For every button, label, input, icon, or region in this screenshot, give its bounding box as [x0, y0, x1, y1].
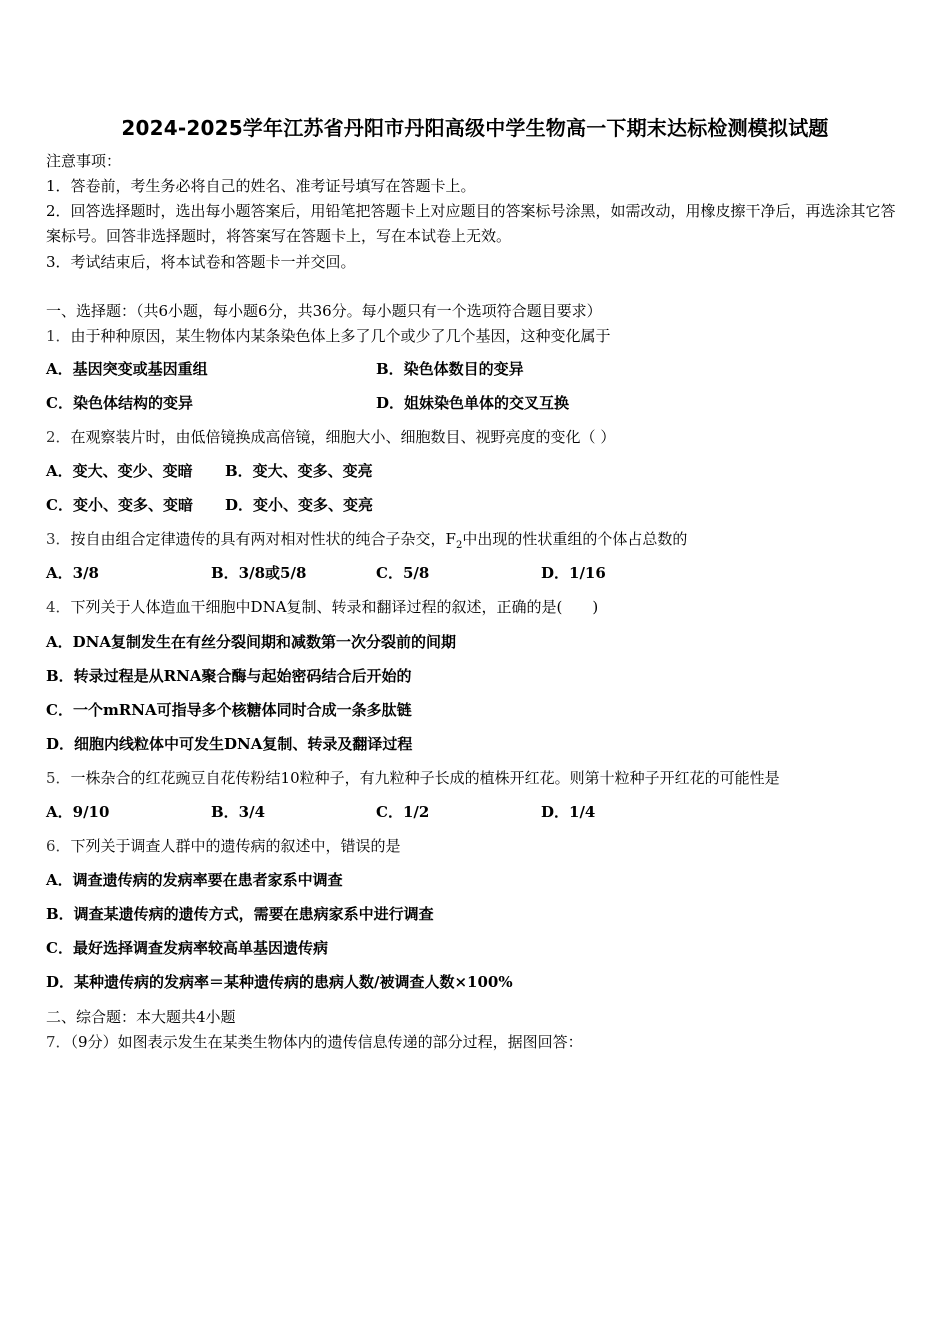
q6-option-b[interactable]: B．调查某遗传病的遗传方式，需要在患病家系中进行调查 — [46, 905, 434, 923]
q3-option-a[interactable]: A．3/8 — [46, 564, 99, 582]
q3-option-b[interactable]: B．3/8或5/8 — [211, 564, 307, 582]
notice-item-3: 3．考试结束后，将本试卷和答题卡一并交回。 — [46, 253, 356, 271]
section1-header: 一、选择题：（共6小题，每小题6分，共36分。每小题只有一个选项符合题目要求） — [46, 302, 602, 320]
q5-option-d[interactable]: D．1/4 — [541, 803, 596, 821]
question-5 — [46, 767, 780, 789]
q4-option-d[interactable]: D．细胞内线粒体中可发生DNA复制、转录及翻译过程 — [46, 735, 413, 753]
question-stem: 一株杂合的红花豌豆自花传粉结10粒种子，有九粒种子长成的植株开红花。则第十粒种子开红花的可能性是 — [70, 769, 780, 787]
q1-option-b[interactable]: B．染色体数目的变异 — [376, 360, 524, 378]
q2-option-b[interactable]: B．变大、变多、变亮 — [225, 462, 373, 480]
q5-option-c[interactable]: C．1/2 — [376, 803, 430, 821]
question-4 — [46, 596, 598, 618]
question-number: 1． — [46, 327, 71, 345]
question-number: 2． — [46, 428, 71, 446]
notice-header: 注意事项： — [46, 152, 122, 170]
question-stem-part-2: 中出现的性状重组的个体占总数的 — [462, 530, 688, 548]
section2-header: 二、综合题：本大题共4小题 — [46, 1008, 236, 1026]
question-stem: 下列关于调查人群中的遗传病的叙述中，错误的是 — [70, 837, 401, 855]
q5-option-b[interactable]: B．3/4 — [211, 803, 266, 821]
q1-option-d[interactable]: D．姐妹染色单体的交叉互换 — [376, 394, 570, 412]
question-number: 6． — [46, 837, 71, 855]
question-3 — [46, 528, 687, 557]
notice-item-1: 1．答卷前，考生务必将自己的姓名、准考证号填写在答题卡上。 — [46, 177, 476, 195]
q3-option-d[interactable]: D．1/16 — [541, 564, 606, 582]
page-title: 2024-2025学年江苏省丹阳市丹阳高级中学生物高一下期末达标检测模拟试题 — [121, 116, 829, 140]
question-7 — [46, 1031, 583, 1053]
question-stem: 在观察装片时，由低倍镜换成高倍镜，细胞大小、细胞数目、视野亮度的变化（ ） — [70, 428, 616, 446]
notice-item-2: 2．回答选择题时，选出每小题答案后，用铅笔把答题卡上对应题目的答案标号涂黑，如需改动，用橡皮擦干净后，再选涂其它答案标号。回答非选择题时，将答案写在答题卡上，写在本试卷上无效。 — [46, 202, 896, 245]
q2-option-a[interactable]: A．变大、变少、变暗 — [46, 462, 193, 480]
q6-option-c[interactable]: C．最好选择调查发病率较高单基因遗传病 — [46, 939, 328, 957]
subscript: 2 — [455, 540, 463, 551]
question-number: 5． — [46, 769, 71, 787]
q5-option-a[interactable]: A．9/10 — [46, 803, 110, 821]
q6-option-d[interactable]: D．某种遗传病的发病率＝某种遗传病的患病人数/被调查人数×100% — [46, 973, 513, 991]
question-6 — [46, 835, 401, 857]
q1-option-a[interactable]: A．基因突变或基因重组 — [46, 360, 208, 378]
question-stem-part-1: 按自由组合定律遗传的具有两对相对性状的纯合子杂交，F — [70, 530, 456, 548]
question-number: 7． — [46, 1033, 71, 1051]
question-stem: 下列关于人体造血干细胞中DNA复制、转录和翻译过程的叙述，正确的是( ) — [70, 598, 599, 616]
q3-option-c[interactable]: C．5/8 — [376, 564, 430, 582]
question-stem: 由于种种原因，某生物体内某条染色体上多了几个或少了几个基因，这种变化属于 — [70, 327, 611, 345]
question-stem: （9分）如图表示发生在某类生物体内的遗传信息传递的部分过程，据图回答： — [70, 1033, 583, 1051]
q2-option-c[interactable]: C．变小、变多、变暗 — [46, 496, 193, 514]
q1-option-c[interactable]: C．染色体结构的变异 — [46, 394, 193, 412]
question-1 — [46, 325, 611, 347]
q4-option-b[interactable]: B．转录过程是从RNA聚合酶与起始密码结合后开始的 — [46, 667, 412, 685]
question-number: 4． — [46, 598, 71, 616]
question-2 — [46, 426, 615, 448]
q4-option-a[interactable]: A．DNA复制发生在有丝分裂间期和减数第一次分裂前的间期 — [46, 633, 456, 651]
q6-option-a[interactable]: A．调查遗传病的发病率要在患者家系中调查 — [46, 871, 343, 889]
q4-option-c[interactable]: C．一个mRNA可指导多个核糖体同时合成一条多肽链 — [46, 701, 412, 719]
question-number: 3． — [46, 530, 71, 548]
q2-option-d[interactable]: D．变小、变多、变亮 — [225, 496, 374, 514]
